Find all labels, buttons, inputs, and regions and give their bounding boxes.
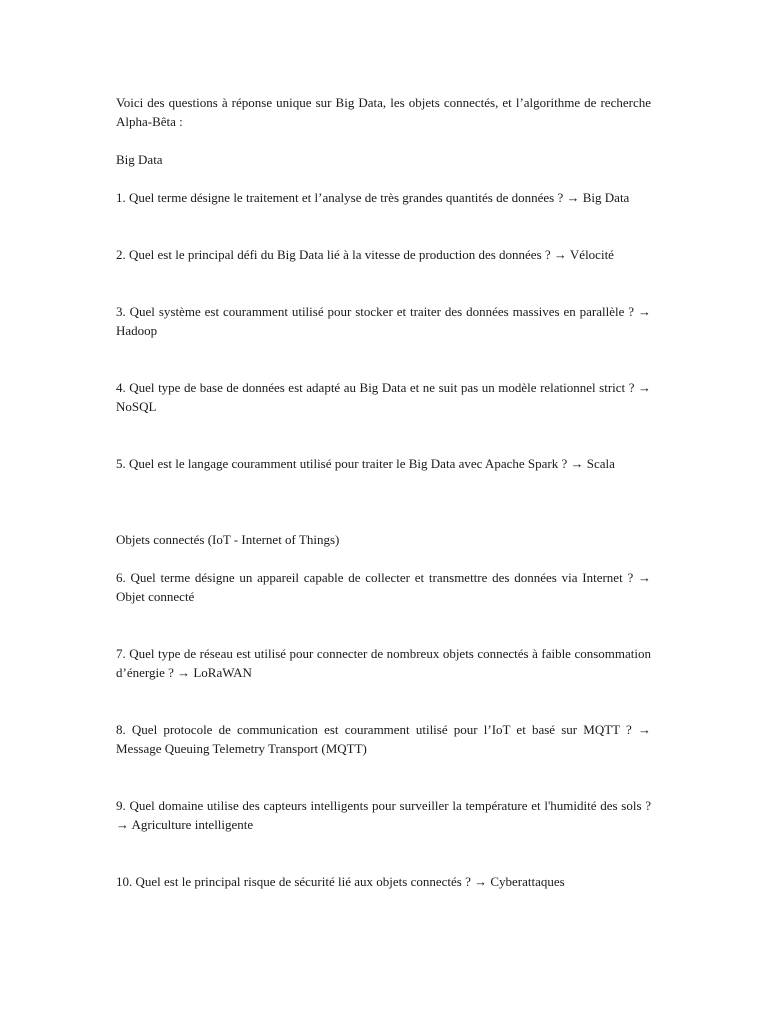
section-title-big-data: Big Data [116, 152, 163, 167]
question-2: 2. Quel est le principal défi du Big Data lié à la vitesse de production des données ? → Vélocité [116, 247, 614, 262]
question-8: 8. Quel protocole de communication est couramment utilisé pour l’IoT et basé sur MQTT ? → Message Queuing Telemetry Transport (MQTT) [116, 722, 651, 756]
question-4: 4. Quel type de base de données est adapté au Big Data et ne suit pas un modèle relationnel strict ? → NoSQL [116, 380, 651, 414]
question-6: 6. Quel terme désigne un appareil capable de collecter et transmettre des données via Internet ? → Objet connecté [116, 570, 651, 604]
question-1: 1. Quel terme désigne le traitement et l’analyse de très grandes quantités de données ? → Big Data [116, 190, 630, 205]
question-10: 10. Quel est le principal risque de sécurité lié aux objets connectés ? → Cyberattaques [116, 874, 565, 889]
question-7: 7. Quel type de réseau est utilisé pour connecter de nombreux objets connectés à faible consommation d’énergie ? → LoRaWAN [116, 646, 651, 680]
document-body [116, 93, 651, 891]
section-title-iot: Objets connectés (IoT - Internet of Things) [116, 532, 340, 547]
intro-paragraph: Voici des questions à réponse unique sur Big Data, les objets connectés, et l’algorithme de recherche Alpha-Bêta : [116, 95, 651, 129]
question-9: 9. Quel domaine utilise des capteurs intelligents pour surveiller la température et l'humidité des sols ? → Agriculture intelligente [116, 798, 651, 832]
question-5: 5. Quel est le langage couramment utilisé pour traiter le Big Data avec Apache Spark ? → Scala [116, 456, 615, 471]
question-3: 3. Quel système est couramment utilisé pour stocker et traiter des données massives en parallèle ? → Hadoop [116, 304, 651, 338]
